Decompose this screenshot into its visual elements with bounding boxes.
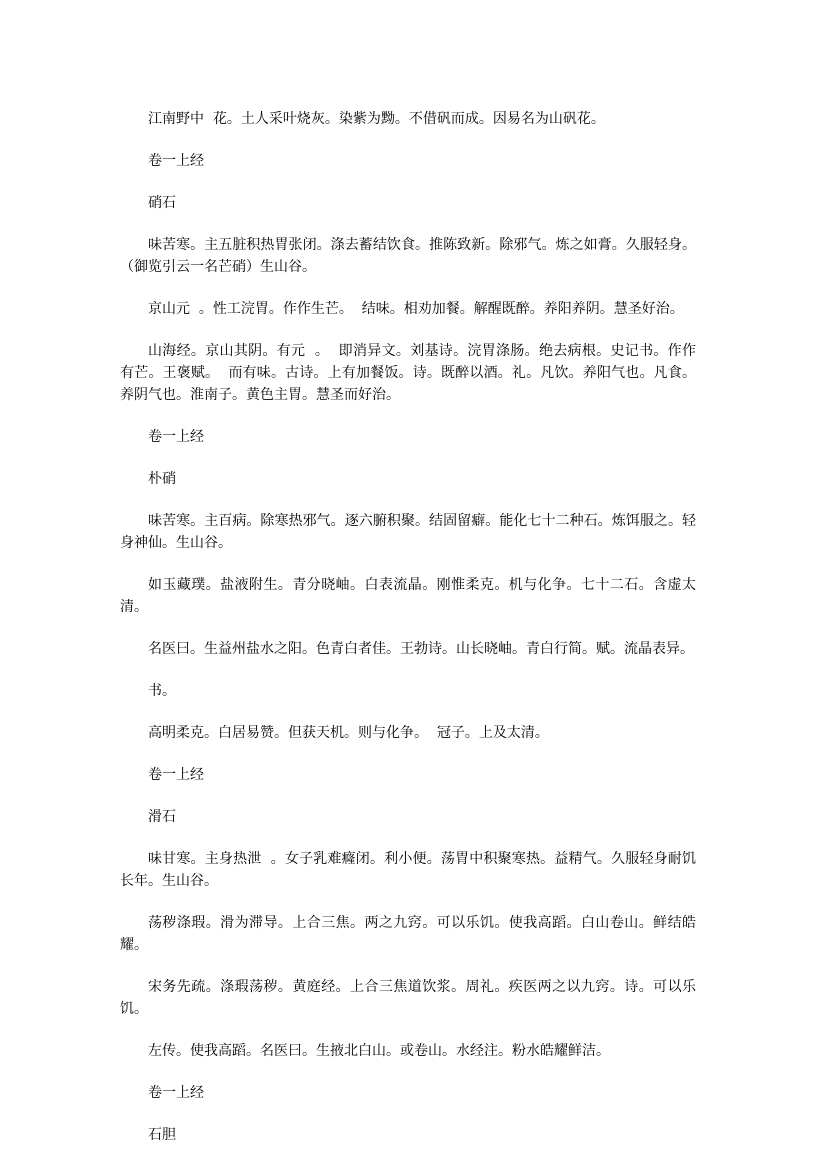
entry-title-shidan: 石胆 <box>148 1127 176 1143</box>
chapter-heading: 卷一上经 <box>148 153 204 169</box>
chapter-heading: 卷一上经 <box>148 429 204 445</box>
paragraph-huashi-verse: 荡秽涤瑕。滑为滞导。上合三焦。两之九窍。可以乐饥。使我高蹈。白山卷山。鲜结皓耀。 <box>120 915 696 953</box>
document-body <box>120 108 696 1166</box>
paragraph-huashi-properties: 味甘寒。主身热泄 。女子乳难癃闭。利小便。荡胃中积聚寒热。益精气。久服轻身耐饥长年。生山谷。 <box>120 851 696 889</box>
paragraph-shanfan-flower: 江南野中 花。土人采叶烧灰。染紫为黝。不借矾而成。因易名为山矾花。 <box>148 111 605 127</box>
paragraph-xiaoshi-sources: 山海经。京山其阴。有元 。 即消异文。刘基诗。浣胃涤肠。绝去病根。史记书。作作有芒。王褒赋。 而有味。古诗。上有加餐饭。诗。既醉以酒。礼。凡饮。养阳气也。凡食。养阴气也。淮南子。黄色主胃。慧圣而好治。 <box>120 343 696 403</box>
paragraph-huashi-notes: 左传。使我高蹈。名医曰。生掖北白山。或卷山。水经注。粉水皓耀鲜洁。 <box>148 1043 610 1059</box>
chapter-heading: 卷一上经 <box>148 1085 204 1101</box>
entry-title-puxiao: 朴硝 <box>148 471 176 487</box>
paragraph-puxiao-notes: 高明柔克。白居易赞。但获天机。则与化争。 冠子。上及太清。 <box>148 725 549 741</box>
paragraph-huashi-sources: 宋务先疏。涤瑕荡秽。黄庭经。上合三焦道饮浆。周礼。疾医两之以九窍。诗。可以乐饥。 <box>120 979 696 1017</box>
paragraph-xiaoshi-properties: 味苦寒。主五脏积热胃张闭。涤去蓄结饮食。推陈致新。除邪气。炼之如膏。久服轻身。（御览引云一名芒硝）生山谷。 <box>120 237 696 275</box>
paragraph-shu: 书。 <box>148 683 176 699</box>
paragraph-puxiao-properties: 味苦寒。主百病。除寒热邪气。逐六腑积聚。结固留癖。能化七十二种石。炼饵服之。轻身神仙。生山谷。 <box>120 513 696 551</box>
entry-title-xiaoshi: 硝石 <box>148 195 176 211</box>
paragraph-xiaoshi-verse: 京山元 。性工浣胃。作作生芒。 结味。相劝加餐。解醒既醉。养阳养阴。慧圣好治。 <box>148 301 684 317</box>
entry-title-huashi: 滑石 <box>148 809 176 825</box>
chapter-heading: 卷一上经 <box>148 767 204 783</box>
paragraph-puxiao-sources: 名医曰。生益州盐水之阳。色青白者佳。王勃诗。山长晓岫。青白行简。赋。流晶表异。 <box>148 641 694 657</box>
paragraph-puxiao-verse: 如玉藏璞。盐液附生。青分晓岫。白表流晶。刚惟柔克。机与化争。七十二石。含虚太清。 <box>120 577 696 615</box>
